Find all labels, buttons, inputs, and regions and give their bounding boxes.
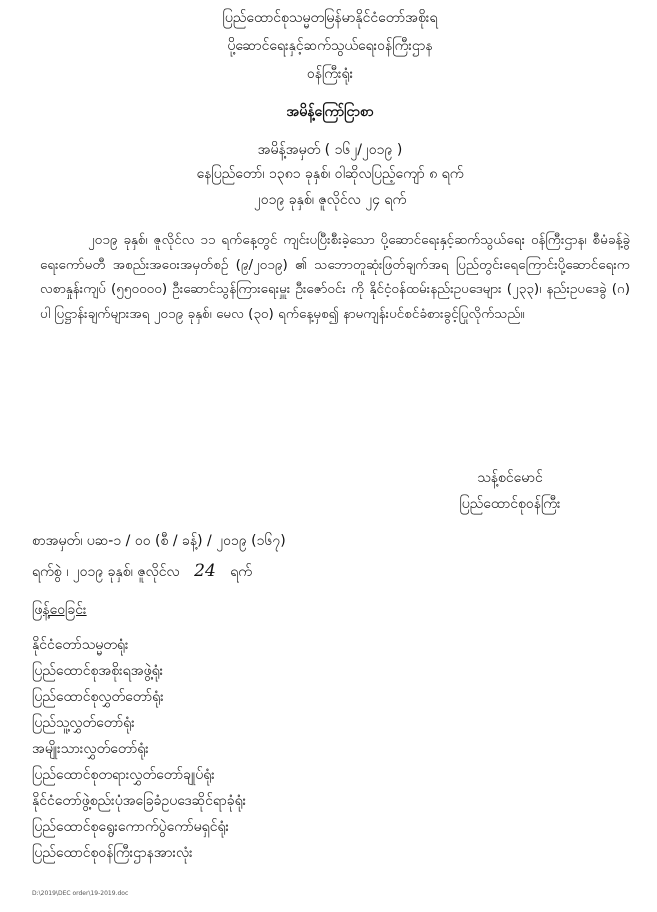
- order-body-text: ၂၀၁၉ ခုနှစ်၊ ဇူလိုင်လ ၁၁ ရက်နေ့တွင် ကျင်းပပြီးစီးခဲ့သော ပို့ဆောင်ရေးနှင့်ဆက်သွယ်ရေး ဝန်ကြီးဌာန၊ စီမံခန့်ခွဲရေးကော်မတီ အစည်းအဝေးအမှတ်စဉ် (၉/၂၀၁၉) ၏ သဘောတူဆုံးဖြတ်ချက်အရ ပြည်တွင်းရေကြောင်းပို့ဆောင်ရေးက လစာနှုန်းကျပ် (၅၅၀၀၀၀) ဦးဆောင်သွန်ကြားရေးမှူး ဦးဇော်ဝင်း ကို နိုင်ငံ့ဝန်ထမ်းနည်းဥပဒေများ (၂၃၃)၊ နည်းဥပဒေခွဲ (ဂ) ပါ ပြဋ္ဌာန်းချက်များအရ ၂၀၁၉ ခုနှစ်၊ မေလ (၃၀) ရက်နေ့မှစ၍ နာမကျန်းပင်စင်ခံစားခွင့်ပြုလိုက်သည်။: [40, 232, 630, 322]
- signer-name: သန့်စင်မောင်: [477, 470, 543, 486]
- letter-date-suffix: ရက်: [230, 564, 252, 580]
- letter-number: စာအမှတ်၊ ပဆ-၁ / ၀၀ (စီ / ခန့်) / ၂၀၁၉ (၁၆၇): [32, 533, 286, 549]
- distribution-heading: ဖြန့်ဝေခြင်း: [32, 602, 87, 618]
- signer-position: ပြည်ထောင်စုဝန်ကြီး: [459, 496, 561, 512]
- distribution-item: အမျိုးသားလွှတ်တော်ရုံး: [32, 741, 149, 757]
- distribution-item: နိုင်ငံတော်သမ္မတရုံး: [32, 637, 129, 653]
- letter-date-day-handwritten: 24: [194, 561, 216, 581]
- footer-file-path: D:\2019\DEC order\19-2019.doc: [32, 890, 129, 897]
- distribution-item: ပြည်ထောင်စုရွေးကောက်ပွဲကော်မရှင်ရုံး: [32, 819, 230, 835]
- order-body: [40, 228, 630, 326]
- order-date-gregorian: ၂၀၁၉ ခုနှစ်၊ ဇူလိုင်လ ၂၄ ရက်: [253, 192, 407, 208]
- distribution-item: ပြည်ထောင်စုလွှတ်တော်ရုံး: [32, 689, 164, 705]
- distribution-item: ပြည်သူ့လွှတ်တော်ရုံး: [32, 715, 135, 731]
- document-title: အမိန့်ကြော်ငြာစာ: [286, 104, 374, 120]
- header-office: ဝန်ကြီးရုံး: [306, 66, 354, 82]
- distribution-list: [32, 632, 246, 866]
- distribution-item: နိုင်ငံတော်ဖွဲ့စည်းပုံအခြေခံဥပဒေဆိုင်ရာခုံရုံး: [32, 793, 247, 809]
- header-government: ပြည်ထောင်စုသမ္မတမြန်မာနိုင်ငံတော်အစိုးရ: [222, 10, 438, 26]
- header-ministry: ပို့ဆောင်ရေးနှင့်ဆက်သွယ်ရေးဝန်ကြီးဌာန: [227, 38, 433, 54]
- distribution-item: ပြည်ထောင်စုအစိုးရအဖွဲ့ရုံး: [32, 663, 164, 679]
- order-date-location: နေပြည်တော်၊ ၁၃၈၁ ခုနှစ်၊ ဝါဆိုလပြည့်ကျော် ၈ ရက်: [196, 166, 464, 182]
- distribution-item: ပြည်ထောင်စုဝန်ကြီးဌာနအားလုံး: [32, 845, 193, 861]
- distribution-item: ပြည်ထောင်စုတရားလွှတ်တော်ချုပ်ရုံး: [32, 767, 215, 783]
- letter-date: [32, 560, 252, 583]
- order-number: အမိန့်အမှတ် ( ၁၆၂/၂၀၁၉ ): [257, 142, 403, 158]
- letter-date-prefix: ရက်စွဲ ၊ ၂၀၁၉ ခုနှစ်၊ ဇူလိုင်လ: [32, 564, 180, 580]
